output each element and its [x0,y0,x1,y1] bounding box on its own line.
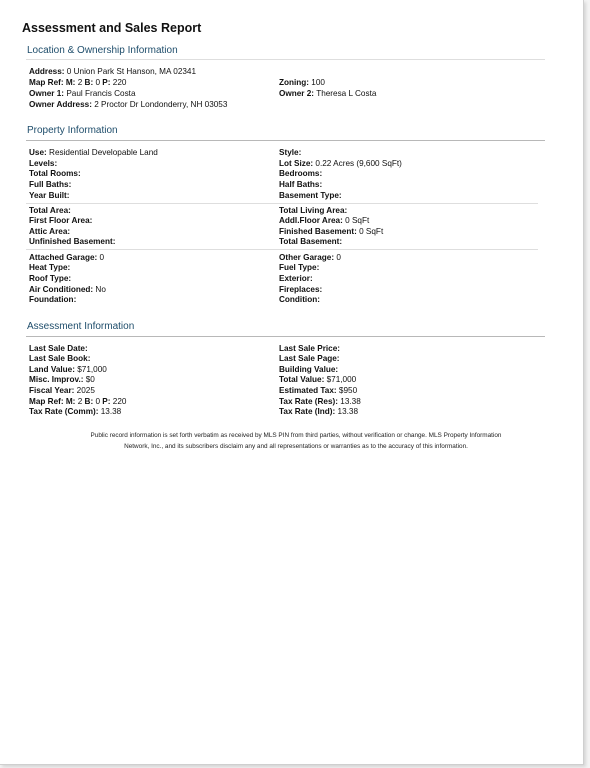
attic-label: Attic Area: [29,226,71,236]
heat-type-row [29,263,70,274]
disclaimer [40,430,552,452]
fireplaces-row [279,285,322,296]
estimated-tax-label: Estimated Tax: [279,386,337,395]
map-ref-b-value: 0 [95,78,101,87]
assessment-map-ref-p-label: P: [102,396,111,406]
owner1-value: Paul Francis Costa [66,89,136,98]
tax-rate-comm-row [29,407,121,418]
section-divider [26,59,545,60]
total-rooms-row [29,169,81,180]
tax-rate-comm-label: Tax Rate (Comm): [29,407,99,416]
misc-improv-row [29,375,95,386]
tax-rate-res-label: Tax Rate (Res): [279,396,338,406]
tax-rate-res-value: 13.38 [340,396,361,406]
report-title: Assessment and Sales Report [22,21,202,35]
heat-type-label: Heat Type: [29,263,71,272]
basement-type-label: Basement Type: [279,190,342,200]
first-floor-label: First Floor Area: [29,216,93,225]
tax-rate-ind-label: Tax Rate (Ind): [279,407,336,416]
map-ref-p-label: P: [102,78,111,87]
year-built-label: Year Built: [29,190,70,200]
finished-basement-label: Finished Basement: [279,226,357,236]
levels-row [29,159,57,170]
total-rooms-label: Total Rooms: [29,169,81,178]
air-conditioned-value: No [95,284,106,294]
foundation-label: Foundation: [29,295,77,304]
bedrooms-row [279,169,322,180]
tax-rate-res-row [279,397,361,408]
fiscal-year-value: 2025 [76,386,95,395]
last-sale-price-label: Last Sale Price: [279,343,340,353]
condition-row [279,295,320,306]
total-area-label: Total Area: [29,205,71,215]
address-row [29,67,196,78]
first-floor-row [29,216,92,227]
fuel-type-row [279,263,319,274]
addl-floor-label: Addl.Floor Area: [279,216,343,225]
section-title-assessment: Assessment Information [27,321,135,332]
levels-label: Levels: [29,158,58,168]
full-baths-row [29,180,71,191]
lot-size-row [279,159,402,170]
building-value-label: Building Value: [279,364,339,374]
fiscal-year-label: Fiscal Year: [29,386,75,395]
owner-address-value: 2 Proctor Dr Londonderry, NH 03053 [94,100,228,109]
assessment-map-ref-m-label: M: [65,396,76,406]
fiscal-year-row [29,386,95,397]
use-row [29,148,158,159]
finished-basement-row [279,227,383,238]
style-row [279,148,301,159]
air-conditioned-label: Air Conditioned: [29,284,94,294]
disclaimer-line-1: Public record information is set forth verbatim as received by MLS PIN from third parties, without verification or change. MLS Property Information [90,432,502,439]
assessment-map-ref-m-value: 2 [77,396,83,406]
group-divider [26,203,538,204]
total-basement-label: Total Basement: [279,237,343,246]
unfinished-basement-row [29,237,115,248]
tax-rate-ind-row [279,407,358,418]
assessment-map-ref-p-value: 220 [112,396,127,406]
land-value-row [29,365,107,376]
zoning-row [279,78,325,89]
attic-row [29,227,70,238]
last-sale-book-label: Last Sale Book: [29,354,91,363]
address-label: Address: [29,67,65,76]
bedrooms-label: Bedrooms: [279,169,323,178]
other-garage-row [279,253,341,264]
last-sale-page-label: Last Sale Page: [279,354,340,363]
addl-floor-row [279,216,369,227]
last-sale-book-row [29,354,90,365]
last-sale-price-row [279,344,340,355]
misc-improv-label: Misc. Improv.: [29,375,84,384]
unfinished-basement-label: Unfinished Basement: [29,237,116,246]
owner1-label: Owner 1: [29,89,65,98]
attached-garage-label: Attached Garage: [29,252,98,262]
use-label: Use: [29,148,47,157]
owner2-row [279,89,376,100]
use-value: Residential Developable Land [49,148,158,157]
half-baths-row [279,180,322,191]
address-value: 0 Union Park St Hanson, MA 02341 [66,67,197,76]
tax-rate-ind-value: 13.38 [337,407,359,416]
fuel-type-label: Fuel Type: [279,263,320,272]
total-living-label: Total Living Area: [279,205,348,215]
condition-label: Condition: [279,295,320,304]
full-baths-label: Full Baths: [29,180,72,189]
map-ref-m-value: 2 [77,78,83,87]
section-divider [26,336,545,337]
owner-address-label: Owner Address: [29,100,92,109]
basement-type-row [279,191,342,202]
year-built-row [29,191,70,202]
total-basement-row [279,237,342,248]
total-living-row [279,206,347,217]
attached-garage-value: 0 [99,252,105,262]
zoning-label: Zoning: [279,78,310,87]
last-sale-page-row [279,354,340,365]
total-value-row [279,375,356,386]
finished-basement-value: 0 SqFt [359,226,384,236]
fireplaces-label: Fireplaces: [279,284,323,294]
total-area-row [29,206,71,217]
air-conditioned-row [29,285,106,296]
total-value-value: $71,000 [326,375,357,384]
map-ref-p-value: 220 [112,78,127,87]
style-label: Style: [279,148,302,157]
tax-rate-comm-value: 13.38 [100,407,122,416]
disclaimer-line-2: Network, Inc., and its subscribers disclaim any and all representations or warranties as to the accuracy of this information. [124,443,468,450]
land-value-value: $71,000 [77,364,107,374]
roof-type-label: Roof Type: [29,274,72,283]
map-ref-b-label: B: [84,78,94,87]
estimated-tax-value: $950 [338,386,358,395]
exterior-row [279,274,313,285]
attached-garage-row [29,253,104,264]
roof-type-row [29,274,71,285]
owner-address-row [29,100,227,111]
other-garage-value: 0 [336,252,341,262]
half-baths-label: Half Baths: [279,180,323,189]
estimated-tax-row [279,386,357,397]
foundation-row [29,295,76,306]
land-value-label: Land Value: [29,364,75,374]
assessment-map-ref-b-value: 0 [95,396,101,406]
assessment-map-ref-row [29,397,126,408]
last-sale-date-label: Last Sale Date: [29,343,88,353]
assessment-map-ref-label: Map Ref: [29,396,64,406]
section-title-property: Property Information [27,125,118,136]
exterior-label: Exterior: [279,274,313,283]
group-divider [26,249,538,250]
map-ref-label: Map Ref: [29,78,64,87]
lot-size-label: Lot Size: [279,158,314,168]
other-garage-label: Other Garage: [279,252,335,262]
section-divider [26,140,545,141]
addl-floor-value: 0 SqFt [345,216,370,225]
building-value-row [279,365,338,376]
map-ref-row [29,78,126,89]
misc-improv-value: $0 [85,375,95,384]
zoning-value: 100 [311,78,325,87]
owner2-value: Theresa L Costa [316,89,377,98]
section-title-location: Location & Ownership Information [27,45,178,56]
assessment-map-ref-b-label: B: [84,396,94,406]
lot-size-value: 0.22 Acres (9,600 SqFt) [315,158,402,168]
owner2-label: Owner 2: [279,89,315,98]
total-value-label: Total Value: [279,375,325,384]
map-ref-m-label: M: [65,78,76,87]
owner1-row [29,89,136,100]
last-sale-date-row [29,344,88,355]
